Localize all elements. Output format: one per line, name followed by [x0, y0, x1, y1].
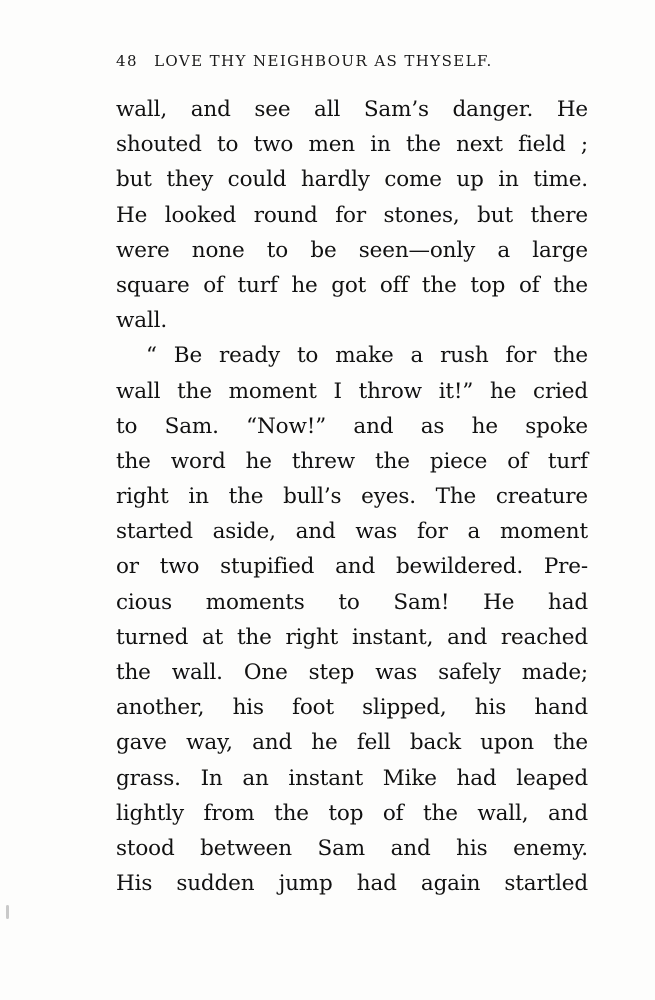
text-line: but they could hardly come up in time.: [116, 167, 588, 193]
text-line: right in the bull’s eyes. The creature: [116, 484, 588, 510]
body-text: [116, 92, 588, 901]
text-line: He looked round for stones, but there: [116, 202, 588, 228]
text-line: grass. In an instant Mike had leaped: [116, 765, 588, 791]
text-line: started aside, and was for a moment: [116, 519, 588, 545]
paper-speck: [6, 905, 9, 919]
text-line: turned at the right instant, and reached: [116, 624, 588, 650]
text-line-paragraph-start: “ Be ready to make a rush for the: [146, 343, 588, 369]
text-line: lightly from the top of the wall, and: [116, 800, 588, 826]
text-line: wall the moment I throw it!” he cried: [116, 378, 588, 404]
page-number: 48: [116, 52, 138, 70]
text-line: stood between Sam and his enemy.: [116, 835, 588, 861]
text-line: the word he threw the piece of turf: [116, 448, 588, 474]
running-title: LOVE THY NEIGHBOUR AS THYSELF.: [154, 52, 493, 70]
text-line: or two stupified and bewildered. Pre-: [116, 554, 588, 580]
text-line: wall, and see all Sam’s danger. He: [116, 97, 588, 122]
text-line: cious moments to Sam! He had: [116, 589, 588, 615]
text-line: shouted to two men in the next field ;: [116, 132, 588, 158]
text-line: were none to be seen—only a large: [116, 237, 588, 263]
text-line: another, his foot slipped, his hand: [116, 695, 588, 721]
text-line: gave way, and he fell back upon the: [116, 730, 588, 756]
text-line: His sudden jump had again startled: [116, 871, 588, 897]
text-line-paragraph-end: wall.: [116, 308, 168, 334]
text-line: square of turf he got off the top of the: [116, 272, 588, 298]
text-line: the wall. One step was safely made;: [116, 660, 588, 685]
running-header: [116, 52, 546, 70]
text-line: to Sam. “Now!” and as he spoke: [116, 413, 588, 439]
